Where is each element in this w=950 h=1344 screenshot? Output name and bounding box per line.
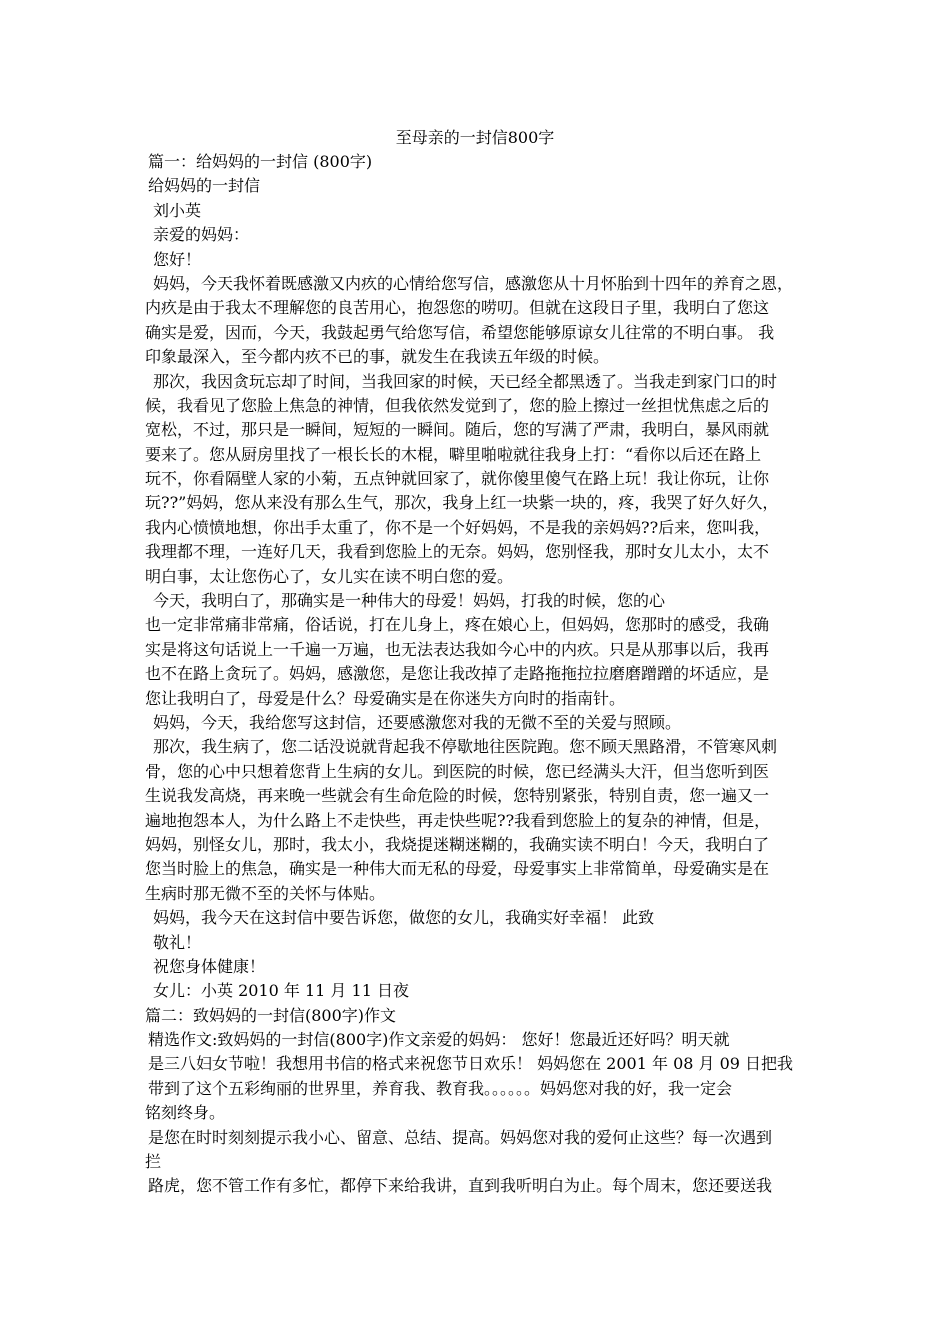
- text-line: 铭刻终身。: [145, 1103, 226, 1123]
- text-line: 实是将这句话说上一千遍一万遍，也无法表达我如今心中的内疚。只是从那事以后，我再: [145, 639, 770, 659]
- text-line: 遍地抱怨本人，为什么路上不走快些，再走快些呢??我看到您脸上的复杂的神情，但是，: [145, 810, 771, 830]
- text-line: 骨，您的心中只想着您背上生病的女儿。到医院的时候，您已经满头大汗，但当您听到医: [145, 761, 770, 781]
- text-line: 也一定非常痛非常痛，俗话说，打在儿身上，疼在娘心上，但妈妈，您那时的感受，我确: [145, 615, 770, 635]
- text-line: 明白事，太让您伤心了，女儿实在读不明白您的爱。: [145, 566, 514, 586]
- text-line: 您让我明白了，母爱是什么？母爱确实是在你迷失方向时的指南针。: [145, 688, 626, 708]
- text-line: 您当时脸上的焦急，确实是一种伟大而无私的母爱，母爱事实上非常简单，母爱确实是在: [145, 859, 770, 879]
- document-body: [145, 150, 815, 1199]
- text-line: 要来了。您从厨房里找了一根长长的木棍，噼里啪啦就往我身上打：“看你以后还在路上: [145, 444, 762, 464]
- text-line: 妈妈，今天我怀着既感激又内疚的心情给您写信，感激您从十月怀胎到十四年的养育之恩，: [153, 273, 794, 293]
- text-line: 今天，我明白了，那确实是一种伟大的母爱！妈妈，打我的时候，您的心: [153, 591, 666, 611]
- text-line: 玩不，你看隔壁人家的小菊，五点钟就回家了，就你傻里傻气在路上玩！我让你玩，让你: [145, 469, 770, 489]
- text-line: 内疚是由于我太不理解您的良苦用心，抱怨您的唠叨。但就在这段日子里，我明白了您这: [145, 298, 770, 318]
- text-line: 亲爱的妈妈：: [153, 225, 250, 245]
- text-line: 印象最深入，至今都内疚不已的事，就发生在我读五年级的时候。: [145, 347, 610, 367]
- text-line: 那次，我因贪玩忘却了时间，当我回家的时候，天已经全都黑透了。当我走到家门口的时: [153, 371, 778, 391]
- text-line: 生病时那无微不至的关怀与体贴。: [145, 883, 386, 903]
- text-line: 精选作文:致妈妈的一封信(800字)作文亲爱的妈妈： 您好！您最近还好吗？明天就: [148, 1030, 730, 1050]
- text-line: 路虎，您不管工作有多忙，都停下来给我讲，直到我听明白为止。每个周末，您还要送我: [148, 1176, 773, 1196]
- text-line: 我内心愤愤地想，你出手太重了，你不是一个好妈妈，不是我的亲妈妈??后来，您叫我，: [145, 517, 771, 537]
- text-line: 妈妈，今天，我给您写这封信，还要感激您对我的无微不至的关爱与照顾。: [153, 712, 682, 732]
- text-line: 宽松，不过，那只是一瞬间，短短的一瞬间。随后，您的写满了严肃，我明白，暴风雨就: [145, 420, 770, 440]
- text-line: 给妈妈的一封信: [148, 176, 261, 196]
- text-line: 我理都不理，一连好几天，我看到您脸上的无奈。妈妈，您别怪我，那时女儿太小，太不: [145, 542, 770, 562]
- text-line: 也不在路上贪玩了。妈妈，感激您，是您让我改掉了走路拖拖拉拉磨磨蹭蹭的坏适应，是: [145, 664, 770, 684]
- text-line: 是您在时时刻刻提示我小心、留意、总结、提高。妈妈您对我的爱何止这些？每一次遇到: [148, 1127, 773, 1147]
- text-line: 妈妈，我今天在这封信中要告诉您，做您的女儿，我确实好幸福！ 此致: [153, 908, 655, 928]
- text-line: 生说我发高烧，再来晚一些就会有生命危险的时候，您特别紧张，特别自责，您一遍又一: [145, 786, 770, 806]
- text-line: 女儿：小英 2010 年 11 月 11 日夜: [153, 981, 409, 1001]
- text-line: 妈妈，别怪女儿，那时，我太小，我烧提迷糊迷糊的，我确实读不明白！今天，我明白了: [145, 834, 770, 854]
- text-line: 篇一：给妈妈的一封信 (800字): [148, 152, 373, 171]
- document-title: 至母亲的一封信800字: [395, 128, 555, 147]
- text-line: 确实是爱，因而，今天，我鼓起勇气给您写信，希望您能够原谅女儿往常的不明白事。 我: [145, 322, 775, 342]
- text-line: 您好！: [153, 249, 202, 269]
- text-line: 敬礼！: [153, 932, 202, 952]
- text-line: 候，我看见了您脸上焦急的神情，但我依然发觉到了，您的脸上擦过一丝担忧焦虑之后的: [145, 395, 770, 415]
- text-line: 篇二：致妈妈的一封信(800字)作文: [145, 1005, 397, 1025]
- text-line: 是三八妇女节啦！我想用书信的格式来祝您节日欢乐！ 妈妈您在 2001 年 08 月 09 日把我: [148, 1054, 794, 1074]
- text-line: 玩??”妈妈，您从来没有那么生气，那次，我身上红一块紫一块的，疼，我哭了好久好久，: [145, 493, 779, 513]
- text-line: 拦: [145, 1152, 162, 1172]
- text-line: 刘小英: [153, 200, 202, 220]
- text-line: 带到了这个五彩绚丽的世界里，养育我、教育我。。。。。。妈妈您对我的好，我一定会: [148, 1078, 733, 1098]
- text-line: 那次，我生病了，您二话没说就背起我不停歇地往医院跑。您不顾天黑路滑，不管寒风刺: [153, 737, 778, 757]
- text-line: 祝您身体健康！: [153, 956, 266, 976]
